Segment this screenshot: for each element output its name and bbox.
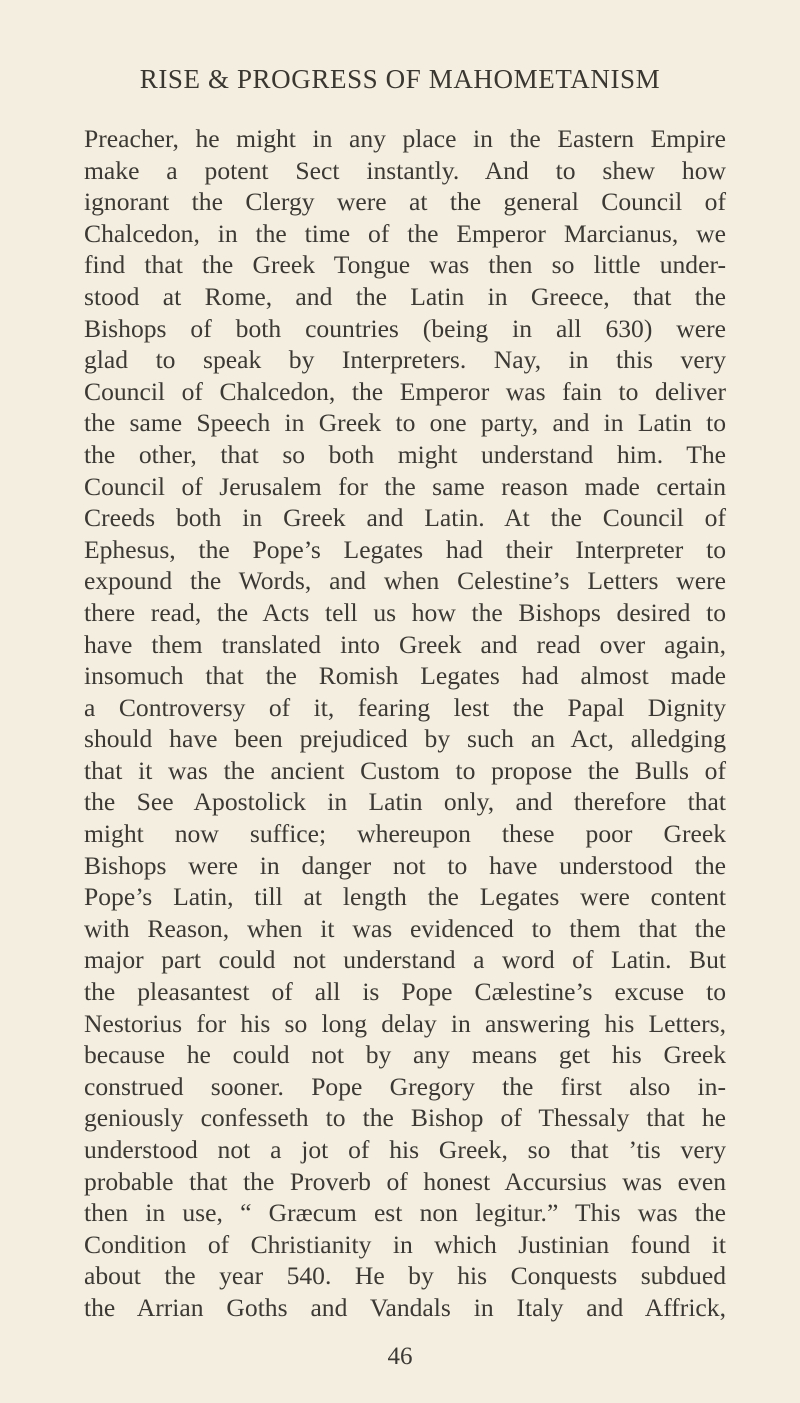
text-line: glad to speak by Interpreters. Nay, in this very [84, 345, 726, 375]
text-line: construed sooner. Pope Gregory the first also in- [84, 1071, 726, 1101]
running-head: RISE & PROGRESS OF MAHOMETANISM [139, 64, 661, 94]
text-line: make a potent Sect instantly. And to shew how [84, 155, 726, 185]
text-line: the same Speech in Greek to one party, and in Latin to [84, 408, 726, 438]
text-line: because he could not by any means get his Greek [84, 1040, 726, 1070]
text-line: insomuch that the Romish Legates had almost made [84, 661, 726, 691]
text-line: with Reason, when it was evidenced to them that the [84, 913, 726, 943]
text-line: probable that the Proverb of honest Accursius was even [84, 1166, 726, 1196]
text-line: Ephesus, the Pope’s Legates had their Interpreter to [84, 534, 726, 564]
text-line: find that the Greek Tongue was then so little under- [84, 250, 726, 280]
text-line: that it was the ancient Custom to propose the Bulls of [84, 755, 726, 785]
text-line: the See Apostolick in Latin only, and therefore that [84, 787, 726, 817]
text-line: Council of Jerusalem for the same reason made certain [84, 471, 726, 501]
page-number: 46 [387, 1343, 413, 1370]
text-line: about the year 540. He by his Conquests subdued [84, 1261, 726, 1291]
text-line: understood not a jot of his Greek, so that ’tis very [84, 1135, 726, 1164]
text-line: Council of Chalcedon, the Emperor was fain to deliver [84, 376, 726, 406]
text-line: Bishops of both countries (being in all 630) were [84, 313, 726, 343]
text-line: geniously confesseth to the Bishop of Thessaly that he [84, 1103, 726, 1133]
text-line: Condition of Christianity in which Justinian found it [84, 1229, 726, 1259]
text-line: Bishops were in danger not to have understood the [84, 850, 726, 880]
text-line: Creeds both in Greek and Latin. At the Council of [84, 503, 726, 533]
text-line: ignorant the Clergy were at the general Council of [84, 187, 726, 217]
text-line: might now suffice; whereupon these poor Greek [84, 819, 726, 849]
text-line: Nestorius for his so long delay in answering his Letters, [84, 1008, 726, 1038]
text-line: a Controversy of it, fearing lest the Papal Dignity [84, 692, 726, 722]
text-line: expound the Words, and when Celestine’s Letters were [84, 566, 726, 596]
text-line: the other, that so both might understand him. The [84, 439, 726, 469]
text-line: major part could not understand a word of Latin. But [84, 945, 726, 975]
text-line: stood at Rome, and the Latin in Greece, that the [84, 281, 726, 311]
text-line: the pleasantest of all is Pope Cælestine’s excuse to [84, 977, 726, 1007]
text-line: Chalcedon, in the time of the Emperor Marcianus, we [84, 218, 726, 248]
text-line: then in use, “ Græcum est non legitur.” This was the [84, 1198, 726, 1228]
text-line: Pope’s Latin, till at length the Legates were content [84, 882, 726, 912]
text-line: there read, the Acts tell us how the Bishops desired to [84, 597, 726, 627]
body-text [84, 123, 726, 1324]
text-line: have them translated into Greek and read over again, [84, 629, 726, 659]
text-line: Preacher, he might in any place in the Eastern Empire [84, 124, 726, 153]
text-line: should have been prejudiced by such an Act, alledging [84, 724, 726, 754]
text-line: the Arrian Goths and Vandals in Italy and Affrick, [84, 1292, 726, 1322]
